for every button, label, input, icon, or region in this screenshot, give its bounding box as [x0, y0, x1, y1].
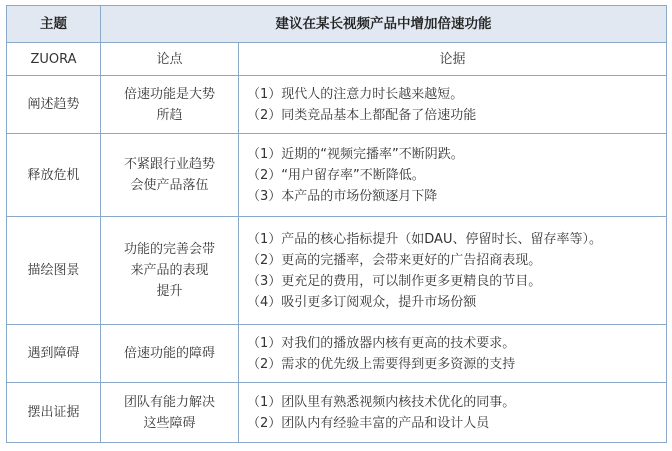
row-topic: 描绘图景	[7, 217, 101, 325]
row-topic: 遇到障碍	[7, 325, 101, 383]
row-evidence	[239, 325, 667, 383]
table-header-row	[7, 6, 667, 43]
row-topic: 摆出证据	[7, 383, 101, 443]
evidence-item: （1）产品的核心指标提升（如DAU、停留时长、留存率等）。	[247, 231, 602, 247]
row-topic: 释放危机	[7, 134, 101, 217]
table-row	[7, 325, 667, 383]
table-row	[7, 383, 667, 443]
row-argument	[101, 217, 239, 325]
table-row	[7, 134, 667, 217]
subheader-evidence: 论据	[239, 43, 667, 76]
table-subheader-row	[7, 43, 667, 76]
argument-line: 来产品的表现	[130, 263, 209, 278]
evidence-item: （2）需求的优先级上需要得到更多资源的支持	[247, 356, 516, 372]
argument-table	[6, 5, 667, 443]
row-evidence	[239, 383, 667, 443]
argument-line: 提升	[156, 284, 183, 299]
argument-line: 所趋	[156, 107, 183, 123]
row-argument	[101, 325, 239, 383]
row-argument	[101, 134, 239, 217]
evidence-item: （1）现代人的注意力时长越来越短。	[247, 86, 464, 102]
evidence-item: （1）近期的“视频完播率”不断阴跌。	[247, 146, 464, 162]
evidence-item: （4）吸引更多订阅观众，提升市场份额	[247, 294, 477, 310]
argument-line: 这些障碍	[143, 415, 196, 431]
evidence-item: （1）团队里有熟悉视频内核技术优化的同事。	[247, 394, 516, 410]
row-evidence	[239, 217, 667, 325]
evidence-item: （2）团队内有经验丰富的产品和设计人员	[247, 415, 490, 431]
evidence-item: （2）同类竞品基本上都配备了倍速功能	[247, 107, 477, 123]
evidence-item: （3）更充足的费用，可以制作更多更精良的节目。	[247, 273, 542, 289]
argument-line: 倍速功能的障碍	[123, 346, 215, 361]
evidence-item: （2）更高的完播率，会带来更好的广告招商表现。	[247, 252, 542, 268]
argument-line: 功能的完善会带	[123, 242, 215, 257]
row-evidence	[239, 76, 667, 134]
argument-line: 不紧跟行业趋势	[123, 157, 215, 172]
table-title: 建议在某长视频产品中增加倍速功能	[101, 6, 667, 43]
argument-line: 团队有能力解决	[123, 394, 215, 410]
evidence-item: （3）本产品的市场份额逐月下降	[247, 188, 438, 204]
table-row	[7, 76, 667, 134]
table-row	[7, 217, 667, 325]
argument-line: 倍速功能是大势	[123, 86, 215, 102]
row-topic: 阐述趋势	[7, 76, 101, 134]
subheader-zuora: ZUORA	[7, 43, 101, 76]
evidence-item: （2）“用户留存率”不断降低。	[247, 167, 425, 183]
row-evidence	[239, 134, 667, 217]
argument-table-container	[6, 5, 666, 445]
argument-line: 会使产品落伍	[130, 178, 209, 193]
subheader-argument: 论点	[101, 43, 239, 76]
row-argument	[101, 76, 239, 134]
header-topic: 主题	[7, 6, 101, 43]
row-argument	[101, 383, 239, 443]
evidence-item: （1）对我们的播放器内核有更高的技术要求。	[247, 335, 516, 351]
